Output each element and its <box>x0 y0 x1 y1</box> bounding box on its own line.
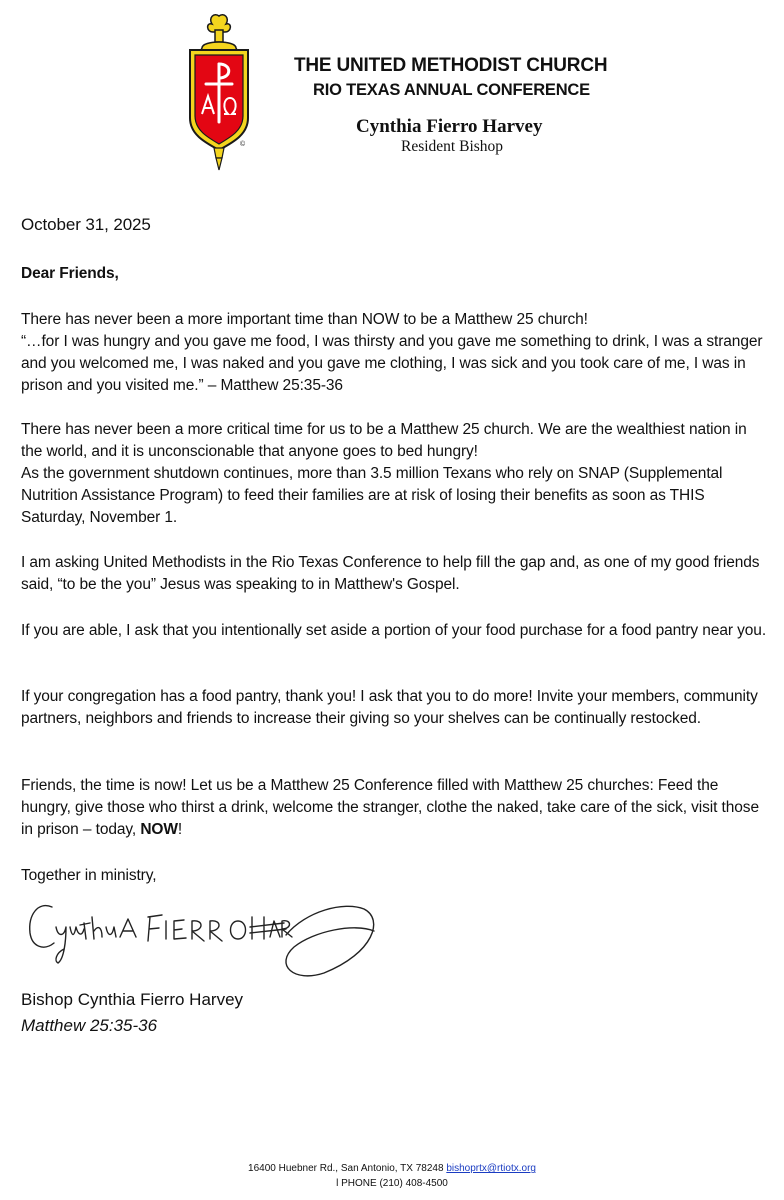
signer-name: Bishop Cynthia Fierro Harvey <box>21 990 244 1009</box>
org-name: THE UNITED METHODIST CHURCH <box>294 55 608 76</box>
copyright-mark: © <box>240 141 246 148</box>
bishop-name: Cynthia Fierro Harvey <box>356 116 543 137</box>
paragraph-1-line: There has never been a more important time than NOW to be a Matthew 25 church! <box>21 311 588 328</box>
paragraph-1 <box>21 309 771 397</box>
scripture-quote: “…for I was hungry and you gave me food, I was thirsty and you gave me something to drink, I was a stranger and you welcomed me, I was naked and you gave me clothing, I was sick and you took care of me, I was in prison and you visited me.” – Matthew 25:35-36 <box>21 333 763 394</box>
paragraph-3: I am asking United Methodists in the Rio Texas Conference to help fill the gap and, as one of my good friends said, “to be the you” Jesus was speaking to in Matthew's Gospel. <box>21 554 760 593</box>
footer-email-link[interactable]: bishoprtx@rtiotx.org <box>446 1163 536 1174</box>
salutation: Dear Friends, <box>21 265 119 282</box>
paragraph-6-text: Friends, the time is now! Let us be a Matthew 25 Conference filled with Matthew 25 churches: Feed the hungry, give those who thirst a drink, welcome the stranger, clothe the naked, take care of the sick, visit those in prison – today, <box>21 777 759 838</box>
paragraph-2-line-1: There has never been a more critical time for us to be a Matthew 25 church. We are the wealthiest nation in the world, and it is unconscionable that anyone goes to bed hungry! <box>21 421 747 460</box>
paragraph-5: If your congregation has a food pantry, thank you! I ask that you to do more! Invite your members, community partners, neighbors and friends to increase their giving so your shelves can be continually restocked. <box>21 688 758 727</box>
closing: Together in ministry, <box>21 867 157 884</box>
now-emphasis: NOW <box>140 821 178 838</box>
footer-address: 16400 Huebner Rd., San Antonio, TX 78248 <box>248 1163 444 1174</box>
paragraph-4: If you are able, I ask that you intentionally set aside a portion of your food purchase for a food pantry near you. <box>21 622 767 639</box>
conference-name: RIO TEXAS ANNUAL CONFERENCE <box>313 81 590 99</box>
paragraph-2-line-2: As the government shutdown continues, more than 3.5 million Texans who rely on SNAP (Supplemental Nutrition Assistance Program) to feed their families are at risk of losing their benefits as soon as THIS Saturday, November 1. <box>21 465 723 526</box>
paragraph-6-end: ! <box>177 821 183 838</box>
letter-date: October 31, 2025 <box>21 215 151 234</box>
paragraph-2 <box>21 419 771 529</box>
chi-rho-alpha-omega-shield-icon <box>182 10 256 172</box>
paragraph-6 <box>21 775 771 841</box>
signer-verse: Matthew 25:35-36 <box>21 1016 158 1035</box>
footer-phone: l PHONE (210) 408-4500 <box>336 1178 448 1189</box>
signature-image <box>24 893 380 983</box>
bishop-title: Resident Bishop <box>401 138 504 155</box>
footer-address-line <box>0 1162 784 1176</box>
